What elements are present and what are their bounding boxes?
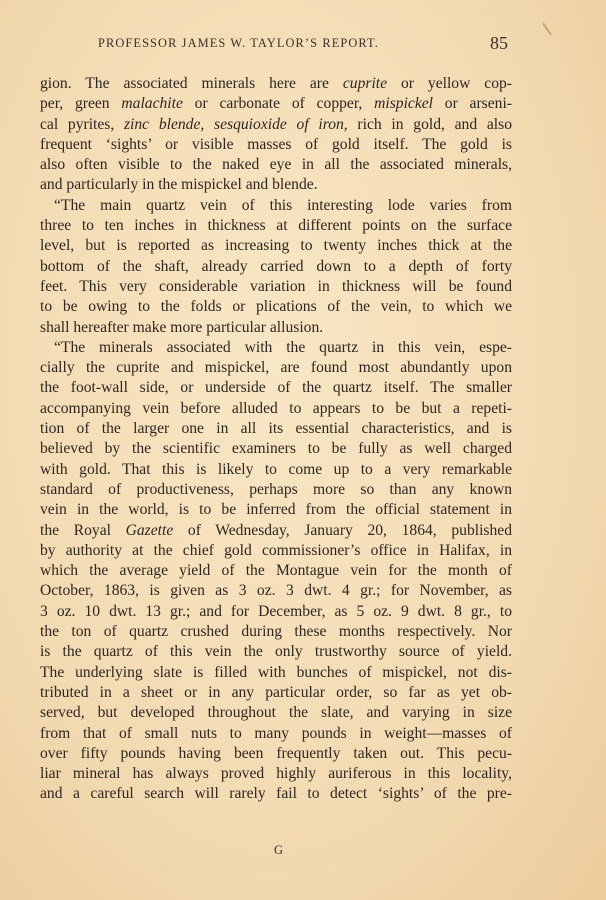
text-line: frequent ‘sights’ or visible masses of gold itself. The gold is xyxy=(40,135,512,153)
text-line: bottom of the shaft, already carried down to a depth of forty xyxy=(40,257,512,275)
text-line: level, but is reported as increasing to twenty inches thick at the xyxy=(40,237,512,255)
text-line: tributed in a sheet or in any particular order, so far as yet ob- xyxy=(40,683,512,701)
text-line: which the average yield of the Montague vein for the month of xyxy=(40,562,512,580)
text-line: the ton of quartz crushed during these months respectively. Nor xyxy=(40,623,512,641)
text-line: standard of productiveness, perhaps more so than any known xyxy=(40,480,512,498)
page-number: 85 xyxy=(490,33,508,53)
text-line: 3 oz. 10 dwt. 13 gr.; and for December, as 5 oz. 9 dwt. 8 gr., to xyxy=(40,602,512,620)
text-line: The underlying slate is filled with bunches of mispickel, not dis- xyxy=(40,663,512,681)
text-line: shall hereafter make more particular allusion. xyxy=(40,318,324,336)
text-line: three to ten inches in thickness at different points on the surface xyxy=(40,217,512,235)
text-line: vein in the world, is to be inferred from the official statement in xyxy=(40,501,512,519)
text-line: also often visible to the naked eye in all the associated minerals, xyxy=(40,156,512,174)
text-line: the Royal Gazette of Wednesday, January 20, 1864, published xyxy=(40,521,512,539)
paper-stain-mark xyxy=(542,23,552,36)
running-title: PROFESSOR JAMES W. TAYLOR’S REPORT. xyxy=(98,36,379,50)
text-line: is the quartz of this vein the only trustworthy source of yield. xyxy=(40,643,512,661)
text-line: cal pyrites, zinc blende, sesquioxide of iron, rich in gold, and also xyxy=(40,115,512,133)
text-line: and a careful search will rarely fail to detect ‘sights’ of the pre- xyxy=(40,785,512,803)
text-line: liar mineral has always proved highly auriferous in this locality, xyxy=(40,765,512,783)
text-line: cially the cuprite and mispickel, are found most abundantly upon xyxy=(40,359,512,377)
text-line: with gold. That this is likely to come up to a very remarkable xyxy=(40,460,512,478)
text-line: over fifty pounds having been frequently taken out. This pecu- xyxy=(40,744,512,762)
text-line: feet. This very considerable variation in thickness will be found xyxy=(40,277,512,295)
text-line: believed by the scientific examiners to be fully as well charged xyxy=(40,440,512,458)
running-head xyxy=(40,33,512,58)
text-line: gion. The associated minerals here are cuprite or yellow cop- xyxy=(40,75,512,92)
text-line: the foot-wall side, or underside of the quartz itself. The smaller xyxy=(40,379,512,397)
text-line: to be owing to the folds or plications of the vein, to which we xyxy=(40,298,512,316)
text-line: tion of the larger one in all its essential characteristics, and is xyxy=(40,420,512,438)
text-line: and particularly in the mispickel and blende. xyxy=(40,176,318,194)
text-line: from that of small nuts to many pounds in weight—masses of xyxy=(40,724,512,742)
text-line: per, green malachite or carbonate of copper, mispickel or arseni- xyxy=(40,95,512,113)
text-line: “The minerals associated with the quartz in this vein, espe- xyxy=(54,338,512,356)
text-line: by authority at the chief gold commissioner’s office in Halifax, in xyxy=(40,541,512,559)
body-text xyxy=(40,74,512,805)
text-line: served, but developed throughout the slate, and varying in size xyxy=(40,704,512,722)
signature-mark: G xyxy=(274,843,284,857)
text-line: “The main quartz vein of this interesting lode varies from xyxy=(54,196,512,214)
text-line: October, 1863, is given as 3 oz. 3 dwt. 4 gr.; for November, as xyxy=(40,582,512,600)
text-line: accompanying vein before alluded to appears to be but a repeti- xyxy=(40,399,512,417)
